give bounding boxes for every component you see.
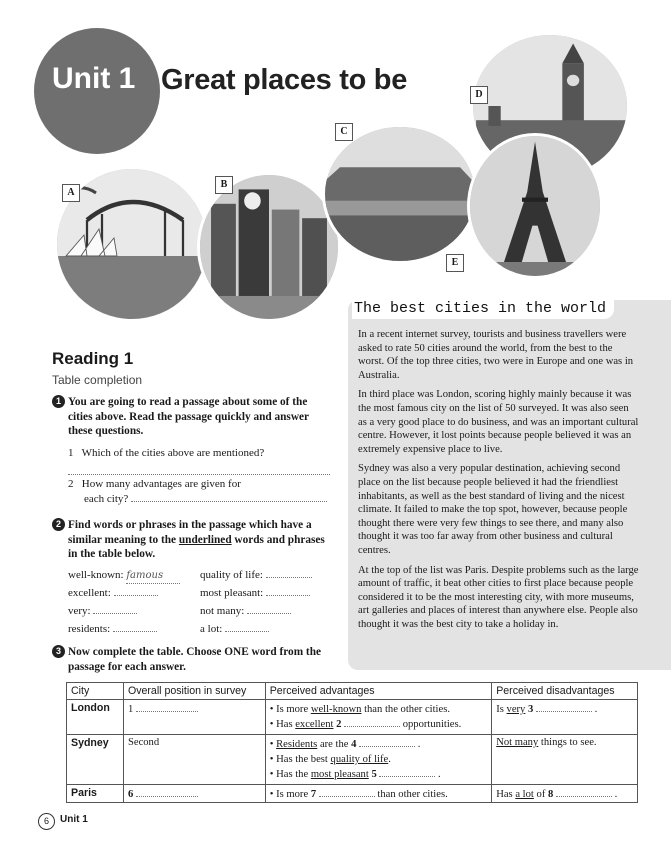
answer-line[interactable] xyxy=(136,702,198,712)
word-well-known: well-known: famous xyxy=(68,568,180,584)
question-text: Find words or phrases in the passage which have a similar meaning to the underlined words and phrases in the table below. xyxy=(68,519,325,560)
table-row xyxy=(67,785,638,803)
answer-line[interactable] xyxy=(93,604,137,614)
disadvantages-cell: Not many things to see. xyxy=(492,735,638,785)
answer-line[interactable] xyxy=(536,702,592,712)
photo-label-a: A xyxy=(62,184,80,202)
reading-subheading: Table completion xyxy=(52,373,143,387)
subquestion-text: Which of the cities above are mentioned? xyxy=(81,447,265,459)
question-text: Now complete the table. Choose ONE word from the passage for each answer. xyxy=(68,646,321,673)
word-most-pleasant: most pleasant: xyxy=(200,586,310,601)
photo-label-b: B xyxy=(215,176,233,194)
disadvantages-cell: Has a lot of 8 . xyxy=(492,785,638,803)
completion-table xyxy=(66,682,638,803)
answer-line[interactable] xyxy=(131,492,327,502)
photo-label-e: E xyxy=(446,254,464,272)
position-cell: Second xyxy=(123,735,265,785)
subquestion-text: How many advantages are given for xyxy=(81,478,241,490)
footer-unit: Unit 1 xyxy=(60,814,88,825)
column-header: Overall position in survey xyxy=(123,683,265,700)
article-paragraph: At the top of the list was Paris. Despite problems such as the large amount of traffic, it beat other cities to first place because people considered it to be the most interesting city, with more museums, art galleries and places of interest than anywhere else. People also thought it was the best city to take a holiday in. xyxy=(358,564,639,630)
answer-line[interactable] xyxy=(266,568,312,578)
answer-line[interactable] xyxy=(344,717,400,727)
answer-line[interactable]: famous xyxy=(126,568,180,584)
answer-line[interactable] xyxy=(319,787,375,797)
question-number: 3 xyxy=(52,645,65,658)
reading-heading: Reading 1 xyxy=(52,349,134,368)
table-header-row xyxy=(67,683,638,700)
answer-line[interactable] xyxy=(266,586,310,596)
advantages-cell: • Residents are the 4 . • Has the best quality of life. • Has the most pleasant 5 . xyxy=(265,735,491,785)
question-text: You are going to read a passage about some of the cities above. Read the passage quickly and answer these questions. xyxy=(68,396,309,437)
answer-line[interactable] xyxy=(247,604,291,614)
word-a-lot: a lot: xyxy=(200,622,269,637)
question-2 xyxy=(52,518,332,562)
subquestion-2 xyxy=(68,477,333,507)
word-very: very: xyxy=(68,604,137,619)
word-excellent: excellent: xyxy=(68,586,158,601)
answer-line[interactable] xyxy=(68,465,330,475)
answer-line[interactable] xyxy=(556,787,612,797)
position-cell: 1 xyxy=(123,700,265,735)
city-cell: London xyxy=(67,700,124,735)
cape-town-photo xyxy=(322,124,478,264)
disadvantages-cell: Is very 3 . xyxy=(492,700,638,735)
column-header: Perceived disadvantages xyxy=(492,683,638,700)
unit-label: Unit 1 xyxy=(52,62,136,95)
word-quality-of-life: quality of life: xyxy=(200,568,312,583)
article-paragraph: In third place was London, scoring highly mainly because it was the most famous city on the list of 50 surveyed. It was also seen as a very good place to do business, and was an important cultural centre. However, it lost points because people believed it was an extremely expensive place to live. xyxy=(358,389,639,455)
subquestion-text: each city? xyxy=(84,493,129,505)
article-paragraph: Sydney was also a very popular destination, achieving second place on the list because people believed it had the friendliest inhabitants, as well as the best standard of living and the nicest climate. It failed to make the top spot, however, because people thought there were very few things to see there, and many also thought it was too far away from other business and cultural centres. xyxy=(358,463,628,556)
question-number: 2 xyxy=(52,518,65,531)
table-row xyxy=(67,700,638,735)
advantages-cell: • Is more well-known than the other cities. • Has excellent 2 opportunities. xyxy=(265,700,491,735)
answer-line[interactable] xyxy=(359,737,415,747)
subquestion-number: 1 xyxy=(68,447,74,459)
answer-line[interactable] xyxy=(379,767,435,777)
tokyo-street-photo xyxy=(197,172,341,322)
city-cell: Paris xyxy=(67,785,124,803)
city-cell: Sydney xyxy=(67,735,124,785)
photo-label-d: D xyxy=(470,86,488,104)
advantages-cell: • Is more 7 than other cities. xyxy=(265,785,491,803)
word-not-many: not many: xyxy=(200,604,291,619)
photo-label-c: C xyxy=(335,123,353,141)
word-residents: residents: xyxy=(68,622,157,637)
question-1 xyxy=(52,395,332,439)
answer-line[interactable] xyxy=(136,787,198,797)
question-number: 1 xyxy=(52,395,65,408)
article-paragraph: In a recent internet survey, tourists and business travellers were asked to rate 50 cities around the world, from the best to the worst. Of the top three cities, two were in Europe and one was in Australia. xyxy=(358,329,634,381)
answer-line[interactable] xyxy=(114,586,158,596)
article-title: The best cities in the world xyxy=(352,300,614,319)
page-number: 6 xyxy=(38,813,55,830)
position-cell: 6 xyxy=(123,785,265,803)
article-body xyxy=(358,328,640,637)
table-row xyxy=(67,735,638,785)
answer-line[interactable] xyxy=(225,622,269,632)
column-header: City xyxy=(67,683,124,700)
subquestion-number: 2 xyxy=(68,478,74,490)
page-title: Great places to be xyxy=(161,64,408,96)
eiffel-tower-photo xyxy=(467,133,603,279)
question-3 xyxy=(52,645,332,674)
answer-line[interactable] xyxy=(113,622,157,632)
subquestion-1 xyxy=(68,446,333,480)
column-header: Perceived advantages xyxy=(265,683,491,700)
